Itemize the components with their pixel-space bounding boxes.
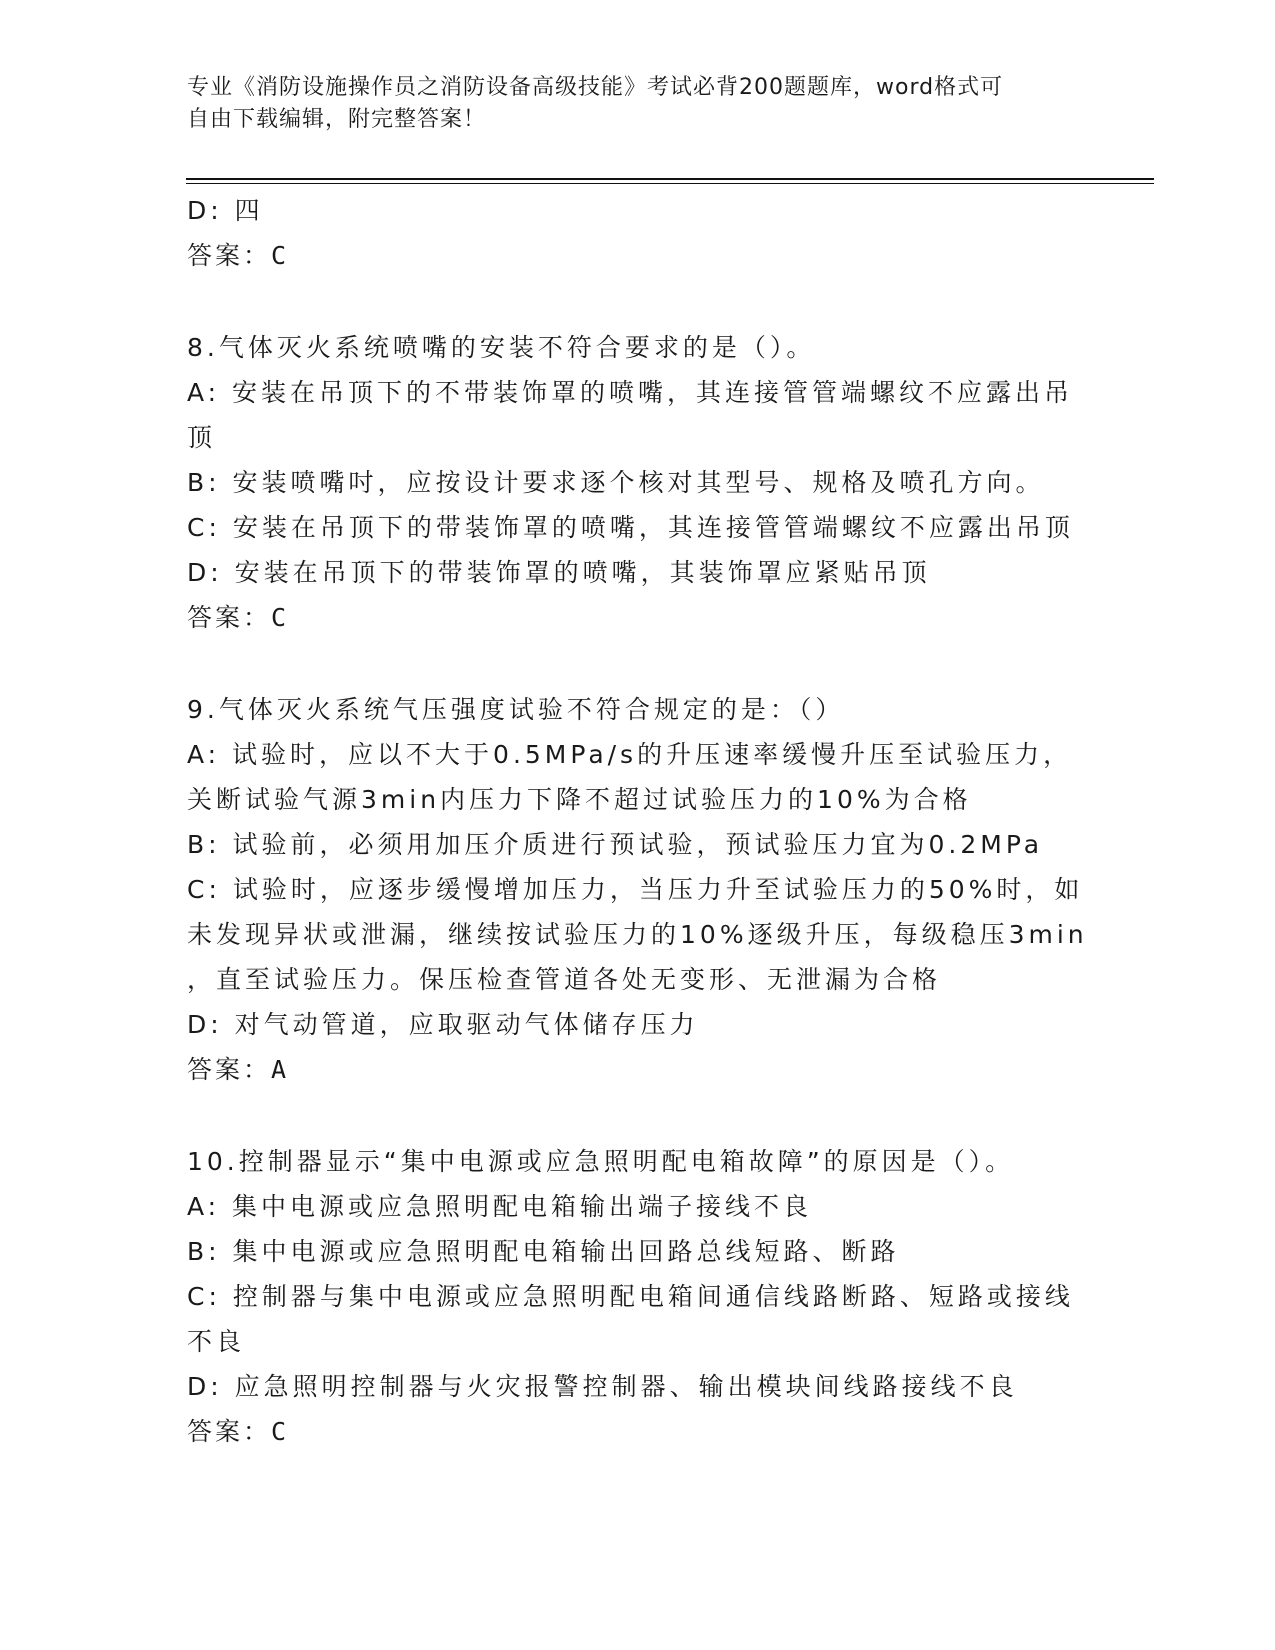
option-c-continued: 不良 [187,1327,246,1356]
option-a: A: 安装在吊顶下的不带装饰罩的喷嘴，其连接管管端螺纹不应露出吊 [187,378,1074,407]
answer-value: C [271,241,288,270]
header-divider-thin [186,183,1154,184]
option-d: D: 对气动管道，应取驱动气体储存压力 [187,1010,699,1039]
header-title-line-1: 专业《消防设施操作员之消防设备高级技能》考试必背200题题库，word格式可 [187,75,1004,100]
answer-line [187,1047,1087,1092]
option-c: C: 控制器与集中电源或应急照明配电箱间通信线路断路、短路或接线 [187,1282,1074,1311]
previous-question-tail [187,188,1087,278]
question-stem: 10.控制器显示“集中电源或应急照明配电箱故障”的原因是（）。 [187,1147,1015,1176]
answer-value: A [271,1055,288,1084]
answer-label: 答案： [187,241,272,270]
option-a: A: 试验时，应以不大于0.5MPa/s的升压速率缓慢升压至试验压力， [187,740,1073,769]
answer-line [187,595,1087,640]
answer-value: C [271,1417,288,1446]
option-c-continued: 未发现异状或泄漏，继续按试验压力的10%逐级升压，每级稳压3min [187,920,1088,949]
option-a: A: 集中电源或应急照明配电箱输出端子接线不良 [187,1192,813,1221]
question-9 [187,687,1087,1092]
option-c: C: 试验时，应逐步缓慢增加压力，当压力升至试验压力的50%时，如 [187,875,1084,904]
option-c: C: 安装在吊顶下的带装饰罩的喷嘴，其连接管管端螺纹不应露出吊顶 [187,513,1074,542]
answer-label: 答案： [187,1055,272,1084]
question-content [187,188,1087,1454]
document-header [187,72,1087,136]
option-a-continued: 顶 [187,423,217,452]
option-d: D: 应急照明控制器与火灾报警控制器、输出模块间线路接线不良 [187,1372,1018,1401]
option-a-continued: 关断试验气源3min内压力下降不超过试验压力的10%为合格 [187,785,972,814]
question-8 [187,325,1087,640]
question-10 [187,1139,1087,1454]
question-stem: 8.气体灭火系统喷嘴的安装不符合要求的是（）。 [187,333,816,362]
answer-line [187,1409,1087,1454]
option-b: B: 安装喷嘴吋，应按设计要求逐个核对其型号、规格及喷孔方向。 [187,468,1045,497]
option-d: D: 四 [187,196,264,225]
question-stem: 9.气体灭火系统气压强度试验不符合规定的是：（） [187,695,845,724]
option-b: B: 集中电源或应急照明配电箱输出回路总线短路、断路 [187,1237,900,1266]
answer-label: 答案： [187,1417,272,1446]
answer-label: 答案： [187,603,272,632]
header-divider-thick [186,178,1154,180]
option-d: D: 安装在吊顶下的带装饰罩的喷嘴，其装饰罩应紧贴吊顶 [187,558,931,587]
answer-value: C [271,603,288,632]
option-c-continued-2: ，直至试验压力。保压检查管道各处无变形、无泄漏为合格 [187,965,942,994]
answer-line [187,233,1087,278]
option-b: B: 试验前，必须用加压介质进行预试验，预试验压力宜为0.2MPa [187,830,1044,859]
header-title-line-2: 自由下载编辑，附完整答案！ [187,107,487,132]
